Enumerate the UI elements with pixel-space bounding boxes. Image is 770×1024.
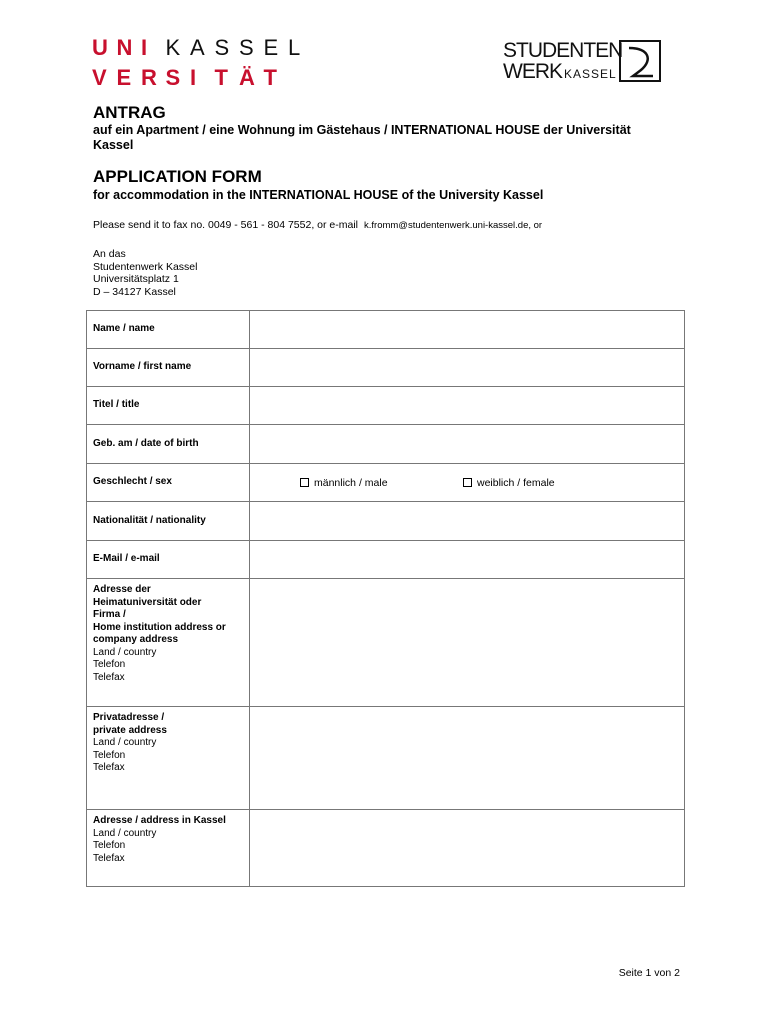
sex-male-label: männlich / male	[314, 476, 388, 489]
logo-letter: R	[141, 65, 157, 90]
logo-letter: E	[116, 65, 132, 90]
studentenwerk-mark-icon	[619, 40, 661, 82]
nationality-field[interactable]	[250, 502, 685, 541]
logo-letter: U	[92, 35, 108, 60]
uni-kassel-logo	[92, 33, 352, 93]
home-address-field[interactable]	[250, 579, 685, 707]
label-birth: Geb. am / date of birth	[87, 425, 250, 464]
label-home-address: Adresse der Heimatuniversität oder Firma / Home institution address or company address Land / country Telefon Telefax	[87, 579, 250, 707]
logo-letter: I	[141, 35, 148, 60]
sex-male-option[interactable]	[300, 477, 388, 489]
logo-letter: E	[263, 35, 279, 60]
first-name-field[interactable]	[250, 349, 685, 387]
logo-letter: K	[165, 35, 181, 60]
private-address-field[interactable]	[250, 707, 685, 810]
birth-date-field[interactable]	[250, 425, 685, 464]
form-row-first-name	[87, 349, 685, 387]
studentenwerk-logo	[503, 40, 663, 84]
fax-instructions	[93, 219, 542, 231]
logo-letter: S	[214, 35, 230, 60]
form-row-home-address	[87, 579, 685, 707]
logo-letter: Ä	[239, 65, 255, 90]
form-row-title	[87, 387, 685, 425]
form-row-nationality	[87, 502, 685, 541]
logo-letter: T	[214, 65, 228, 90]
subtitle-en: for accommodation in the INTERNATIONAL HOUSE of the University Kassel	[93, 188, 544, 202]
kassel-address-field[interactable]	[250, 810, 685, 887]
logo-letter: V	[92, 65, 107, 90]
studentenwerk-line1: STUDENTEN	[503, 39, 623, 62]
sex-field	[250, 464, 685, 502]
label-private-address: Privatadresse / private address Land / country Telefon Telefax	[87, 707, 250, 810]
email-field[interactable]	[250, 541, 685, 579]
title-de: ANTRAG	[93, 103, 166, 122]
label-name: Name / name	[87, 311, 250, 349]
label-title: Titel / title	[87, 387, 250, 425]
logo-letter: I	[190, 65, 197, 90]
form-row-birth	[87, 425, 685, 464]
page-number: Seite 1 von 2	[618, 967, 680, 979]
form-row-private-address	[87, 707, 685, 810]
label-first-name: Vorname / first name	[87, 349, 250, 387]
logo-row-1	[92, 33, 352, 63]
address-line: D – 34127 Kassel	[93, 285, 176, 298]
title-field[interactable]	[250, 387, 685, 425]
address-line: Universitätsplatz 1	[93, 273, 179, 285]
recipient-address	[93, 248, 197, 298]
logo-row-2	[92, 63, 352, 93]
label-email: E-Mail / e-mail	[87, 541, 250, 579]
form-row-email	[87, 541, 685, 579]
title-en: APPLICATION FORM	[93, 167, 262, 186]
form-row-name	[87, 311, 685, 349]
email-text: k.fromm@studentenwerk.uni-kassel.de, or	[364, 220, 543, 231]
logo-letter: S	[165, 65, 181, 90]
label-kassel-address: Adresse / address in Kassel Land / country Telefon Telefax	[87, 810, 250, 887]
address-line: Studentenwerk Kassel	[93, 260, 198, 273]
form-row-kassel-address	[87, 810, 685, 887]
studentenwerk-kassel: KASSEL	[564, 67, 617, 81]
logo-letter: L	[288, 35, 301, 60]
sex-female-option[interactable]	[463, 477, 555, 489]
checkbox-icon[interactable]	[300, 478, 309, 487]
application-form-table	[86, 310, 685, 887]
logo-letter: T	[263, 65, 277, 90]
form-row-sex	[87, 464, 685, 502]
subtitle-de: auf ein Apartment / eine Wohnung im Gästehaus / INTERNATIONAL HOUSE der Universität Kassel	[93, 123, 631, 152]
sex-female-label: weiblich / female	[477, 476, 555, 489]
checkbox-icon[interactable]	[463, 478, 472, 487]
label-nationality: Nationalität / nationality	[87, 502, 250, 541]
logo-letter: N	[116, 35, 133, 60]
label-sex: Geschlecht / sex	[87, 464, 250, 502]
fax-text: Please send it to fax no. 0049 - 561 - 804 7552, or e-mail	[93, 219, 358, 231]
address-line: An das	[93, 248, 126, 260]
logo-letter: A	[190, 35, 205, 60]
name-field[interactable]	[250, 311, 685, 349]
studentenwerk-line2: WERK	[503, 60, 562, 83]
logo-letter: S	[239, 35, 254, 60]
